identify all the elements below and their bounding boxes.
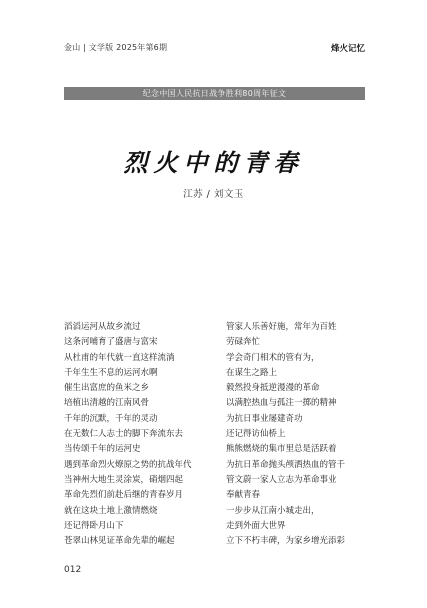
publication-info: 金山 | 文学版 2025年第6期: [64, 43, 168, 52]
poem-line: 这条河哺育了盛唐与富宋: [64, 337, 158, 348]
poem-line: 从杜甫的年代就一直这样流淌: [64, 352, 175, 363]
poem-column-right: [226, 320, 345, 549]
poem-line: 管家人乐善好施，常年为百姓: [226, 322, 337, 332]
poem-line: 还记得访仙桥上: [226, 429, 286, 440]
poem-line: 还记得卧月山下: [64, 520, 124, 531]
poem-line: 劳碌奔忙: [226, 337, 261, 348]
page-number: 012: [64, 565, 82, 575]
poem-line: 苍翠山林见证革命先辈的崛起: [64, 536, 175, 547]
poem-line: 在谋生之路上: [226, 367, 278, 378]
poem-line: 熊熊燃烧的集市里总是活跃着: [226, 444, 337, 455]
poem-line: 滔滔运河从故乡流过: [64, 322, 141, 332]
poem-line: 为抗日事业屡建奇功: [226, 413, 303, 424]
poem-line: 管文蔚一家人立志为革命事业: [226, 474, 337, 485]
poem-line: 催生出富庶的鱼米之乡: [64, 383, 150, 394]
poem-line: 就在这块土地上激情燃烧: [64, 505, 158, 516]
commemoration-banner: 纪念中国人民抗日战争胜利80周年征文: [64, 87, 365, 100]
poem-line: 当传颂千年的运河史: [64, 444, 141, 455]
poem-line: 为抗日革命抛头颅洒热血的管千: [226, 459, 346, 470]
poem-line: 革命先烈们前赴后继的青春岁月: [64, 490, 184, 501]
poem-line: 立下不朽丰碑，为家乡增光添彩: [226, 536, 346, 547]
poem-line: 走到外面大世界: [226, 520, 286, 531]
poem-line: 以满腔热血与孤注一掷的精神: [226, 398, 337, 409]
poem-title: 烈火中的青春: [123, 148, 304, 177]
section-label: 烽火记忆: [330, 44, 365, 54]
poem-line: 学会奇门相术的管有为，: [226, 352, 320, 363]
poem-line: 毅然投身抵逆漫漫的革命: [226, 383, 320, 394]
poem-line: 千年的沉默，千年的灵动: [64, 413, 158, 424]
poem-line: 奉献青春: [226, 490, 261, 501]
poem-line: 当神州大地生灵涂炭，硝烟四起: [64, 474, 184, 485]
author-byline: 江苏 / 刘文玉: [183, 189, 244, 200]
poem-column-left: [64, 320, 192, 549]
poem-line: 在无数仁人志士的脚下奔流东去: [64, 429, 184, 440]
poem-line: 一步步从江南小城走出，: [226, 505, 320, 516]
poem-line: 遇到革命烈火燎原之势的抗战年代: [64, 459, 192, 470]
poem-line: 培植出清越的江南风骨: [64, 398, 150, 409]
poem-line: 千年生生不息的运河水啊: [64, 367, 158, 378]
